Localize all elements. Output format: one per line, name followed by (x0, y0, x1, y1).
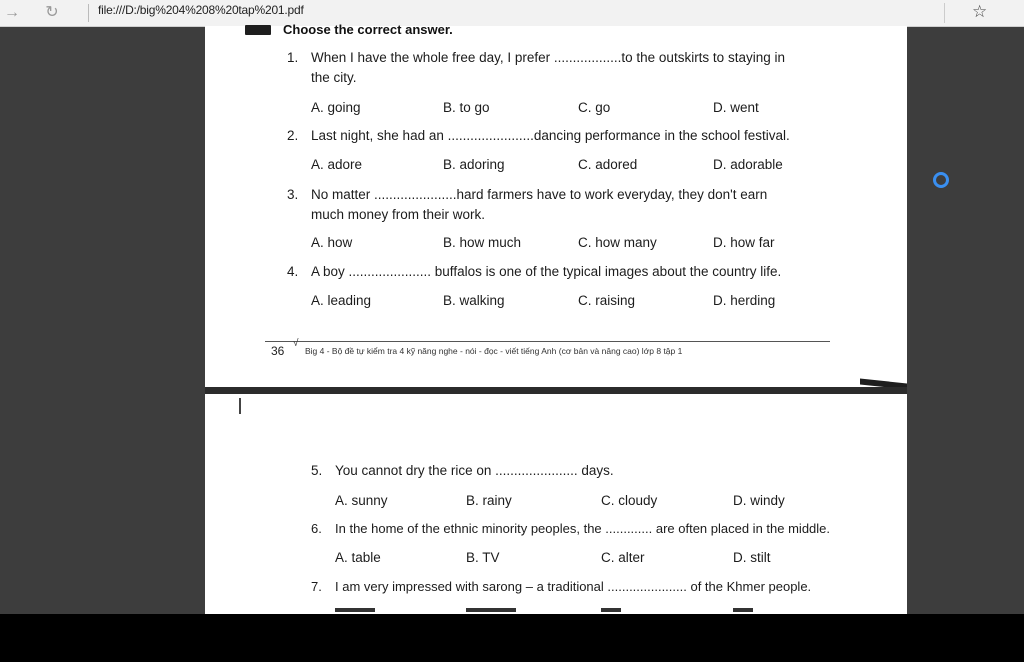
question-text: No matter ......................hard farmers have to work everyday, they don't earn (311, 187, 768, 202)
address-bar[interactable]: file:///D:/big%204%208%20tap%201.pdf (98, 3, 304, 17)
option-b: B. rainy (466, 493, 512, 508)
option-a: A. sunny (335, 493, 388, 508)
footer-rule (265, 341, 830, 342)
pdf-page-1 (205, 22, 907, 387)
favorite-star-icon[interactable]: ☆ (972, 2, 988, 21)
question-2 (287, 128, 790, 143)
option-d: D. adorable (713, 157, 783, 172)
question-number: 1. (287, 50, 299, 65)
question-text: I am very impressed with sarong – a traditional ...................... of the Khmer people. (335, 579, 812, 594)
question-text: You cannot dry the rice on ...................... days. (335, 463, 614, 478)
question-number: 7. (311, 579, 322, 594)
option-a: A. leading (311, 293, 372, 308)
cut-off-option (733, 608, 753, 612)
question-text: In the home of the ethnic minority peoples, the ............. are often placed in the middle. (335, 521, 831, 536)
section-badge (245, 25, 271, 35)
question-text: When I have the whole free day, I prefer ..................to the outskirts to staying in (311, 50, 785, 65)
page-gap (205, 387, 907, 394)
question-number: 5. (311, 463, 323, 478)
question-number: 2. (287, 128, 299, 143)
option-b: B. TV (466, 550, 500, 565)
option-d: D. how far (713, 235, 775, 250)
option-b: B. to go (443, 100, 490, 115)
option-d: D. went (713, 100, 759, 115)
question-number: 4. (287, 264, 299, 279)
option-c: C. go (578, 100, 611, 115)
option-a: A. how (311, 235, 353, 250)
question-4 (287, 264, 781, 279)
option-c: C. alter (601, 550, 645, 565)
option-b: B. how much (443, 235, 522, 250)
cut-off-option (601, 608, 621, 612)
browser-toolbar (0, 0, 1024, 27)
question-7 (311, 579, 811, 594)
option-d: D. windy (733, 493, 785, 508)
forward-arrow-icon[interactable]: → (4, 4, 20, 21)
question-3 (287, 187, 767, 202)
option-a: A. adore (311, 157, 363, 172)
option-a: A. table (335, 550, 381, 565)
question-text: Last night, she had an .......................dancing performance in the school festival. (311, 128, 790, 143)
page-number: 36 (271, 344, 285, 358)
reading-view-button[interactable] (944, 3, 965, 23)
question-1 (287, 50, 785, 65)
cut-off-option (466, 608, 516, 612)
option-d: D. stilt (733, 550, 771, 565)
refresh-icon[interactable]: ↻ (45, 4, 59, 21)
question-5 (311, 463, 614, 478)
option-c: C. cloudy (601, 493, 658, 508)
bottom-black-bar (0, 614, 1024, 662)
option-b: B. walking (443, 293, 505, 308)
toolbar-divider (88, 4, 89, 22)
question-text: A boy ...................... buffalos is one of the typical images about the country life. (311, 264, 782, 279)
cursor-ring-icon (933, 172, 949, 188)
pdf-page-2 (205, 394, 907, 616)
option-b: B. adoring (443, 157, 505, 172)
option-c: C. adored (578, 157, 638, 172)
option-d: D. herding (713, 293, 776, 308)
footer-book-title: Big 4 - Bộ đề tự kiểm tra 4 kỹ năng nghe - nói - đọc - viết tiếng Anh (cơ bản và nâng cao) lớp 8 tập 1 (305, 346, 683, 356)
footer-tick-icon: √ (293, 338, 299, 349)
page-edge-mark (239, 398, 241, 414)
section-title: Choose the correct answer. (283, 22, 453, 37)
question-number: 6. (311, 521, 322, 536)
cut-off-option (335, 608, 375, 612)
question-number: 3. (287, 187, 299, 202)
option-c: C. how many (578, 235, 657, 250)
option-a: A. going (311, 100, 361, 115)
question-3-continued: much money from their work. (311, 207, 486, 222)
question-6 (311, 521, 830, 536)
question-1-continued: the city. (311, 70, 357, 85)
option-c: C. raising (578, 293, 636, 308)
